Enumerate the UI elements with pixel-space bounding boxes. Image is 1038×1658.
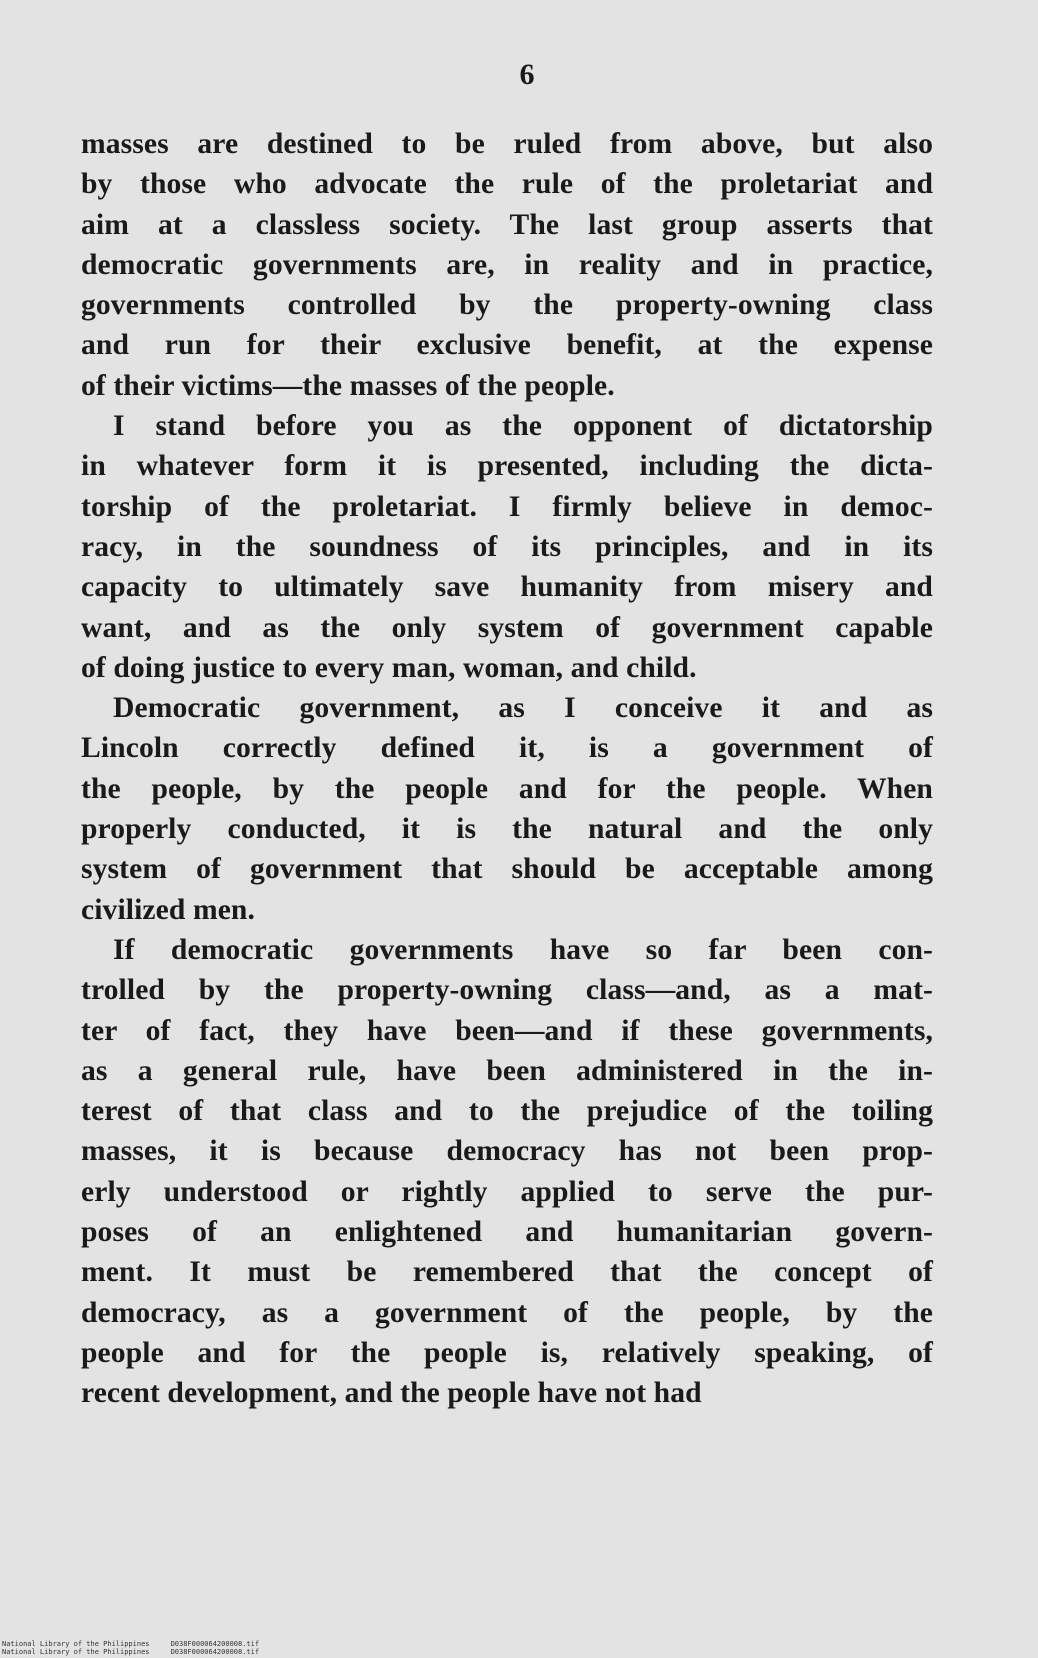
text-line: and run for their exclusive benefit, at the expense: [81, 329, 933, 362]
text-line: governments controlled by the property-owning class: [81, 289, 933, 322]
text-line: erly understood or rightly applied to serve the pur-: [81, 1175, 933, 1208]
text-line: If democratic governments have so far been con-: [113, 933, 933, 966]
text-line: democracy, as a government of the people, by the: [81, 1296, 933, 1329]
footer-line-1: National Library of the Philippines D038F000064200008.tif: [2, 1640, 260, 1648]
text-line: trolled by the property-owning class—and, as a mat-: [81, 974, 933, 1007]
text-line: civilized men.: [81, 893, 255, 926]
text-line: aim at a classless society. The last group asserts that: [81, 208, 933, 241]
body-text: [81, 124, 933, 1414]
text-line: system of government that should be acceptable among: [81, 853, 933, 886]
text-line: people and for the people is, relatively speaking, of: [81, 1336, 933, 1369]
text-line: I stand before you as the opponent of dictatorship: [113, 410, 933, 443]
text-line: want, and as the only system of government capable: [81, 611, 933, 644]
text-line: of doing justice to every man, woman, and child.: [81, 651, 697, 684]
text-line: by those who advocate the rule of the proletariat and: [81, 168, 933, 201]
page-number: 6: [519, 58, 535, 91]
text-line: torship of the proletariat. I firmly believe in democ-: [81, 490, 933, 523]
text-line: the people, by the people and for the people. When: [81, 772, 933, 805]
text-line: properly conducted, it is the natural and the only: [81, 813, 933, 846]
text-line: as a general rule, have been administered in the in-: [81, 1054, 933, 1087]
text-line: masses, it is because democracy has not been prop-: [81, 1135, 933, 1168]
text-line: Lincoln correctly defined it, is a government of: [81, 732, 933, 765]
text-line: capacity to ultimately save humanity from misery and: [81, 571, 933, 604]
footer-line-2: National Library of the Philippines D038F000064200008.tif: [2, 1648, 260, 1656]
text-line: democratic governments are, in reality and in practice,: [81, 248, 933, 281]
text-line: poses of an enlightened and humanitarian govern-: [81, 1216, 933, 1249]
text-line: racy, in the soundness of its principles, and in its: [81, 530, 933, 563]
text-line: recent development, and the people have not had: [81, 1377, 702, 1410]
scan-footer: [2, 1640, 259, 1656]
paragraph: [81, 688, 933, 930]
text-line: ter of fact, they have been—and if these governments,: [81, 1014, 933, 1047]
paragraph: [81, 930, 933, 1414]
text-line: masses are destined to be ruled from above, but also: [81, 128, 933, 160]
text-line: of their victims—the masses of the people.: [81, 369, 615, 402]
paragraph: [81, 124, 933, 406]
text-line: ment. It must be remembered that the concept of: [81, 1256, 933, 1289]
paragraph: [81, 406, 933, 688]
text-line: Democratic government, as I conceive it and as: [113, 692, 933, 725]
text-line: terest of that class and to the prejudice of the toiling: [81, 1095, 933, 1128]
text-line: in whatever form it is presented, including the dicta-: [81, 450, 933, 483]
